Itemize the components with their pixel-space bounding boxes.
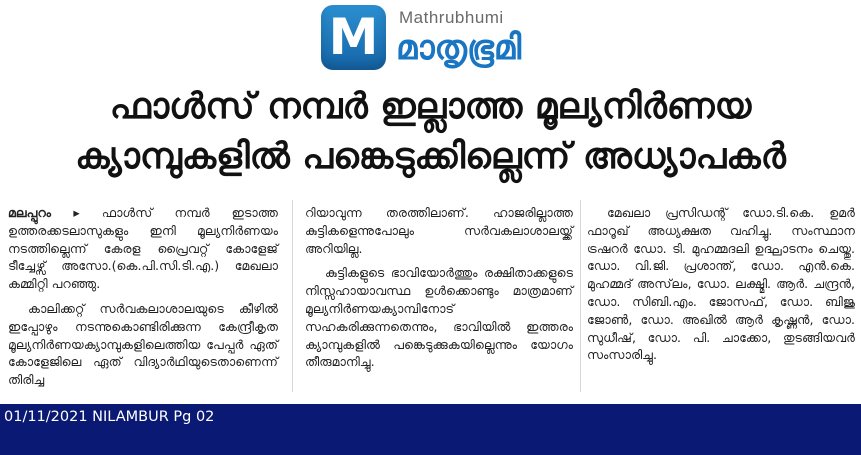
masthead	[0, 0, 861, 80]
headline-line-1: ഫാൾസ് നമ്പർ ഇല്ലാത്ത മൂല്യനിർണയ	[109, 86, 752, 127]
article-paragraph: റിയാവുന്ന തരത്തിലാണ്. ഹാജരില്ലാത്ത കുട്ടികളെന്നുപോലും സർവകലാശാലയ്ക്ക് അറിയില്ല.	[305, 205, 573, 256]
article-column-1	[8, 204, 278, 396]
article-paragraph: മേഖലാ പ്രസിഡന്റ് ഡോ.ടി.കെ. ഉമർ ഫാറൂഖ് അധ്യക്ഷത വഹിച്ചു. സംസ്ഥാന ട്രഷറർ ഡോ. ടി. മുഹമ്മദലി ഉദ്ഘാടനം ചെയ്തു. ഡോ. വി.ജി. പ്രശാന്ത്, ഡോ. എൻ.കെ. മുഹമ്മദ് അസ്‌ലം, ഡോ. ലക്ഷ്മി. ആർ. ചന്ദ്രൻ, ഡോ. സിബി.എം. ജോസഫ്, ഡോ. ബിജു ജോൺ, ഡോ. അഖിൽ ആർ കൃഷ്ണൻ, ഡോ. സുധീഷ്, ഡോ. പി. ചാക്കോ, തുടങ്ങിയവർ സംസാരിച്ചു.	[587, 205, 855, 363]
footer-bar	[0, 404, 861, 455]
article-column-3	[587, 204, 855, 371]
mathrubhumi-logo-icon	[321, 5, 386, 70]
logo-letter: M	[328, 8, 379, 66]
headline-line-2: ക്യാമ്പുകളിൽ പങ്കെടുക്കില്ലെന്ന് അധ്യാപകർ	[75, 136, 786, 177]
headline	[0, 84, 861, 180]
edition-info: 01/11/2021 NILAMBUR Pg 02	[4, 409, 215, 425]
brand-name-english: Mathrubhumi	[399, 8, 504, 27]
article-body	[0, 204, 861, 394]
dateline: മലപ്പുറം ▸	[8, 205, 80, 220]
article-paragraph: കുട്ടികളുടെ ഭാവിയോർത്തും രക്ഷിതാക്കളുടെ നിസ്സഹായാവസ്ഥ ഉൾക്കൊണ്ടും മാത്രമാണ് മൂല്യനിർണയക്യാമ്പിനോട് സഹകരിക്കുന്നതെന്നും, ഭാവിയിൽ ഇത്തരം ക്യാമ്പുകളിൽ പങ്കെടുക്കുകയില്ലെന്നും യോഗം തീരുമാനിച്ചു.	[305, 265, 573, 370]
column-divider	[292, 200, 293, 392]
article-paragraph: കാലിക്കറ്റ് സർവകലാശാലയുടെ കീഴിൽ ഇപ്പോഴും നടന്നുകൊണ്ടിരിക്കുന്ന കേന്ദ്രീകൃത മൂല്യനിർണയക്യാമ്പുകളിലെത്തിയ പേപ്പർ ഏത് കോളേജിലെ ഏത് വിദ്യാർഥിയുടെതാണെന്ന് തിരിച്ച	[8, 300, 278, 388]
article-column-2	[305, 204, 573, 378]
article-paragraph	[8, 204, 278, 293]
column-divider	[580, 200, 581, 392]
paragraph-text: ഫാൾസ് നമ്പർ ഇടാത്ത ഉത്തരക്കടലാസുകളും ഇനി മൂല്യനിർണയം നടത്തില്ലെന്ന് കേരള പ്രൈവറ്റ് കോളേജ് ടീച്ചേഴ്സ് അസോ.(കെ.പി.സി.ടി.എ.) മേഖലാ കമ്മിറ്റി പറഞ്ഞു.	[8, 205, 278, 292]
brand-name-malayalam: മാതൃഭൂമി	[396, 28, 522, 68]
